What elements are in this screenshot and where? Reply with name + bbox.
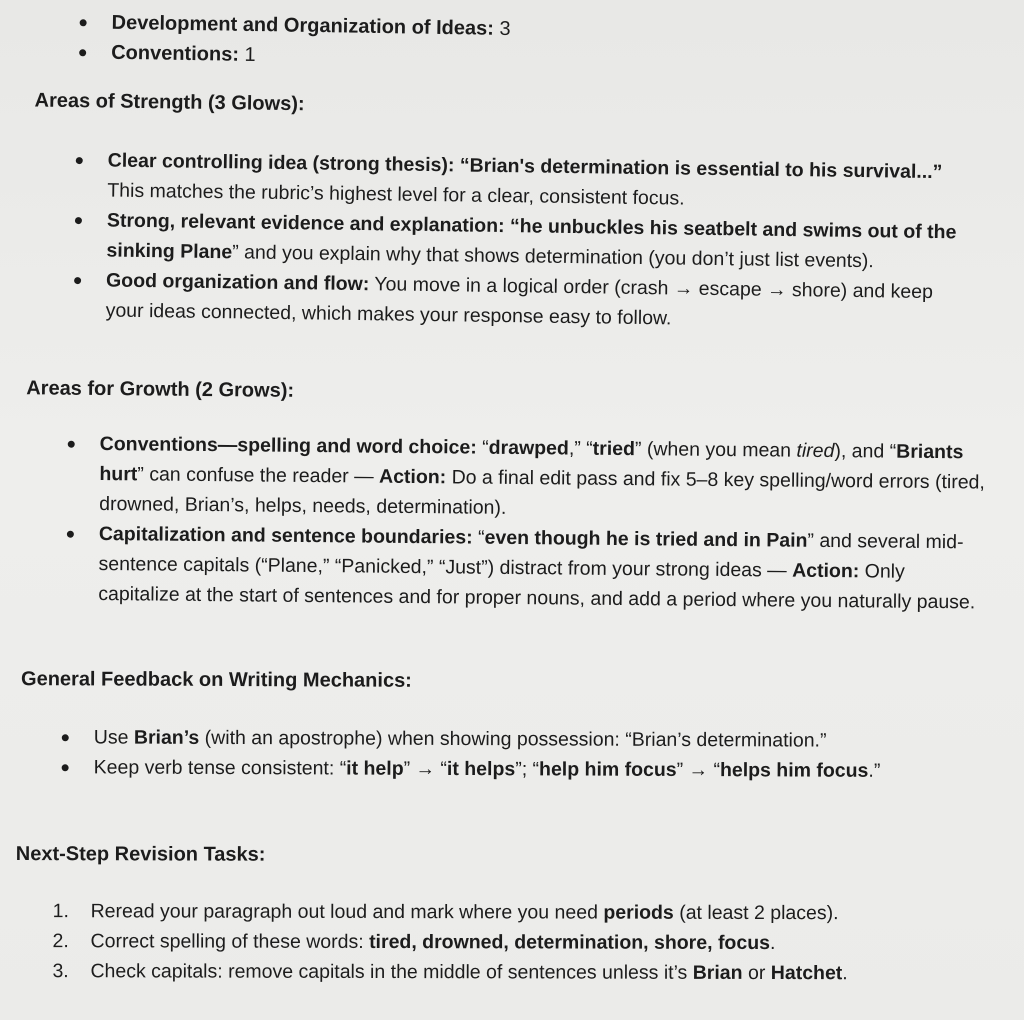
score-label: Development and Organization of Ideas: <box>111 11 495 40</box>
text-run: ” can confuse the reader — <box>137 463 380 488</box>
text-run: Do a final edit pass and fix 5–8 key spelling/word errors (tired, drowned, Brian’s, helps, needs, determination). <box>99 466 985 519</box>
mechanics-heading: General Feedback on Writing Mechanics: <box>20 668 412 692</box>
bold-text: “Brian's determination is essential to his survival...” <box>454 154 943 184</box>
text-run: ), and “ <box>834 440 897 463</box>
mechanics-item <box>94 722 974 756</box>
bold-text: it helps <box>446 757 516 781</box>
bold-text: Brian’s <box>133 726 200 749</box>
glows-heading: Areas of Strength (3 Glows): <box>34 89 305 116</box>
grows-heading: Areas for Growth (2 Grows): <box>26 377 295 402</box>
next-step-item <box>52 926 1010 958</box>
glows-list <box>105 146 977 338</box>
bold-text: “he unbuckles his seatbelt and swims out of the sinking Plane <box>106 215 957 264</box>
bold-text: tried <box>592 437 636 461</box>
scores-block <box>0 0 1024 67</box>
grow-item <box>98 519 987 618</box>
step-number: 3. <box>52 960 69 983</box>
text-run: ,” “ <box>568 437 593 460</box>
bold-text: Action: <box>792 559 860 583</box>
score-label: Conventions: <box>111 41 240 66</box>
next-step-item <box>52 956 1010 988</box>
bold-text: Strong, relevant evidence and explanation: <box>106 209 505 238</box>
score-value: 3 <box>499 17 511 41</box>
step-number: 1. <box>52 900 69 923</box>
text-run: or <box>742 961 771 985</box>
text-run: ” and you explain why that shows determination (you don’t just list events). <box>232 241 874 273</box>
text-run: Correct spelling of these words: <box>90 930 370 953</box>
italic-text: tired <box>796 439 835 463</box>
text-run: ” and several mid-sentence capitals (“Plane,” “Panicked,” “Just”) distract from your strong ideas — <box>98 529 964 582</box>
text-run: ”; “ <box>515 758 540 781</box>
bold-text: drawped <box>488 436 569 460</box>
next-steps-list <box>52 896 1010 988</box>
text-run: This matches the rubric’s highest level for a clear, consistent focus. <box>107 179 685 210</box>
text-run: .” <box>868 759 881 782</box>
bold-text: Brian <box>692 961 743 984</box>
text-run: “ <box>476 436 489 459</box>
glow-item <box>105 266 976 338</box>
bold-text: even though he is tried and in Pain <box>484 526 808 552</box>
scores-list <box>111 8 712 77</box>
text-run: You move in a logical order (crash → escape → shore) and keep your ideas connected, which makes your response easy to follow. <box>105 273 934 330</box>
mechanics-item <box>94 752 974 786</box>
text-run: Only capitalize at the start of sentences and for proper nouns, and add a period where you naturally pause. <box>98 560 976 614</box>
text-run: Use <box>93 726 134 749</box>
text-run: . <box>769 932 776 955</box>
bold-text: Action: <box>378 465 447 489</box>
grows-list <box>98 429 988 618</box>
text-run: (at least 2 places). <box>673 901 839 925</box>
bold-text: Hatchet <box>770 962 843 985</box>
step-number: 2. <box>52 930 69 953</box>
text-run: (with an apostrophe) when showing possession: “Brian’s determination.” <box>199 726 827 752</box>
next-steps-heading: Next-Step Revision Tasks: <box>15 843 266 866</box>
bold-text: tired, drowned, determination, shore, focus <box>369 930 771 955</box>
text-run: . <box>842 962 848 985</box>
bold-text: Conventions—spelling and word choice: <box>99 432 477 459</box>
bold-text: help him focus <box>539 758 677 781</box>
text-run: Reread your paragraph out loud and mark where you need <box>90 900 604 924</box>
text-run: ” (when you mean <box>634 438 797 462</box>
bold-text: Capitalization and sentence boundaries: <box>98 522 473 549</box>
text-run: Keep verb tense consistent: “ <box>93 756 347 780</box>
bold-text: Clear controlling idea (strong thesis): <box>107 149 455 177</box>
grow-item <box>99 429 988 528</box>
bold-text: periods <box>603 901 674 924</box>
bold-text: Good organization and flow: <box>105 269 370 296</box>
bold-text: Briants hurt <box>99 440 964 486</box>
score-value: 1 <box>244 43 256 67</box>
text-run: Check capitals: remove capitals in the middle of sentences unless it’s <box>90 960 693 984</box>
bold-text: helps him focus <box>719 759 869 782</box>
mechanics-list <box>94 722 974 786</box>
text-run: ” → “ <box>676 758 721 782</box>
bold-text: it help <box>346 757 404 780</box>
text-run: “ <box>472 526 485 549</box>
text-run: ” → “ <box>403 757 448 780</box>
next-step-item <box>52 896 1011 928</box>
